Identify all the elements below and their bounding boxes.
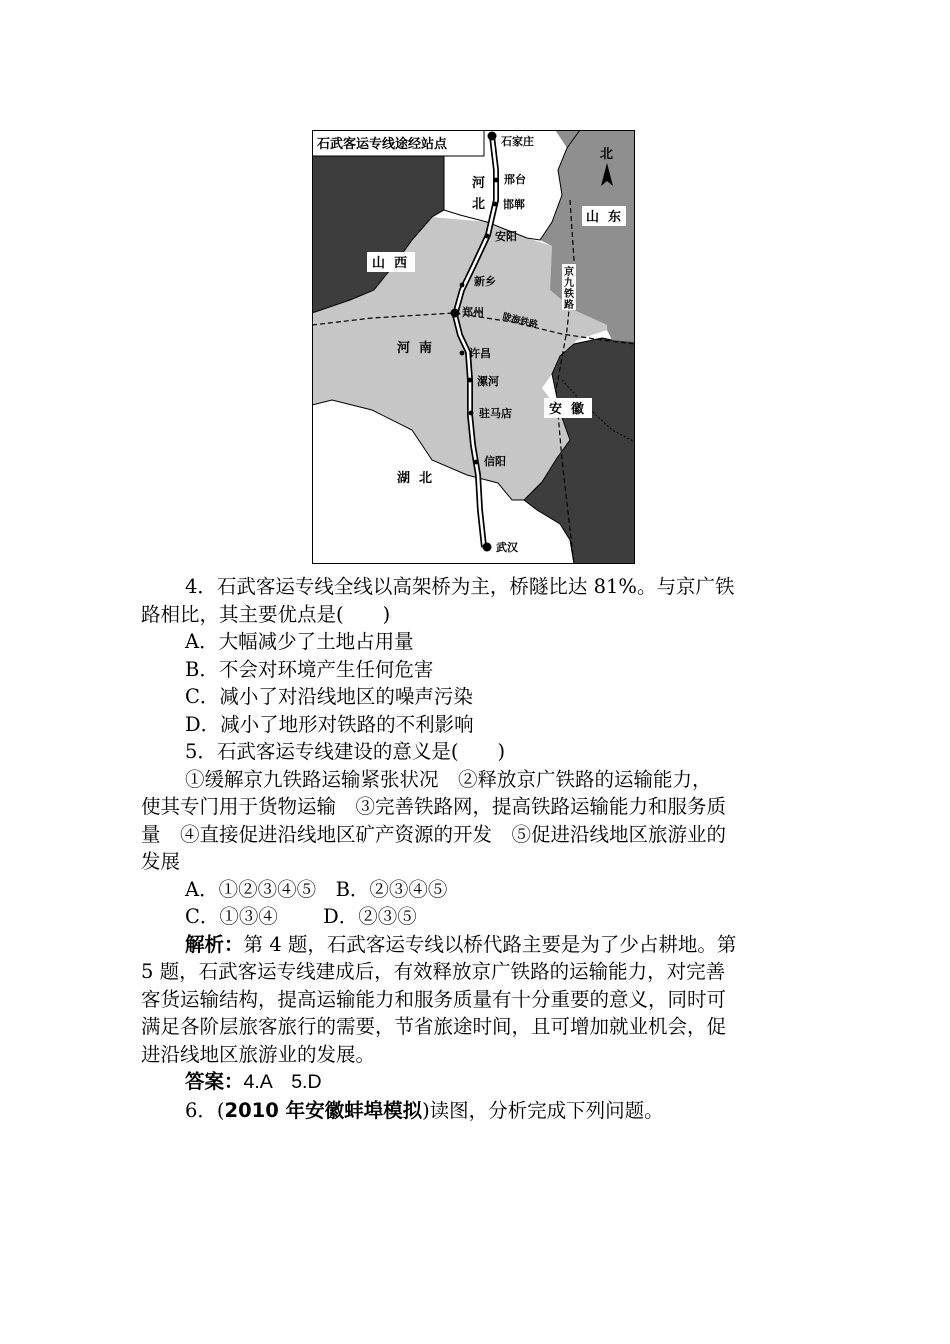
analysis-line4: 满足各阶层旅客旅行的需要，节省旅途时间，且可增加就业机会，促 — [141, 1015, 727, 1038]
q6-prefix: 6．( — [185, 1098, 225, 1122]
q4-stem-line2: 路相比，其主要优点是( ) — [141, 602, 391, 626]
q4-stem-line1: 4．石武客运专线全线以高架桥为主，桥隧比达 81%。与京广铁 — [185, 575, 735, 598]
q4-option-a: A．大幅减少了土地占用量 — [185, 630, 414, 653]
longhai-label: 陇海铁路 — [501, 312, 539, 331]
analysis-line5: 进沿线地区旅游业的发展。 — [141, 1042, 376, 1066]
label-hebei-1: 河 — [472, 176, 486, 191]
answer-label: 答案： — [185, 1070, 244, 1093]
label-anhui: 安 徽 — [549, 402, 585, 417]
station-label-xingtai: 邢台 — [504, 173, 526, 186]
q4-option-d: D．减小了地形对铁路的不利影响 — [185, 712, 474, 736]
q5-stem: 5．石武客运专线建设的意义是( ) — [185, 740, 506, 763]
label-hubei: 湖 北 — [397, 471, 433, 486]
map-svg — [312, 130, 635, 564]
station-label-shijiazhuang: 石家庄 — [501, 135, 534, 148]
station-dot-shijiazhuang — [488, 132, 497, 141]
q5-items-line3: 量 ④直接促进沿线地区矿产资源的开发 ⑤促进沿线地区旅游业的 — [141, 822, 727, 846]
q6-suffix: )读图，分析完成下列问题。 — [422, 1098, 664, 1122]
analysis-line3: 客货运输结构，提高运输能力和服务质量有十分重要的意义，同时可 — [141, 987, 727, 1011]
q5-items-line1: ①缓解京九铁路运输紧张状况 ②释放京广铁路的运输能力， — [185, 767, 712, 791]
analysis-line2: 5 题，石武客运专线建成后，有效释放京广铁路的运输能力，对完善 — [141, 960, 726, 983]
station-dot-zhengzhou — [451, 309, 460, 318]
railway-map — [312, 130, 635, 564]
label-hebei-2: 北 — [472, 197, 486, 212]
station-label-xinxiang: 新乡 — [474, 275, 496, 288]
station-label-xuchang: 许昌 — [469, 347, 491, 360]
analysis-text1: 第 4 题，石武客运专线以桥代路主要是为了少占耕地。第 — [243, 932, 737, 956]
q5-options-line2: C．①③④ D．②③⑤ — [185, 905, 417, 928]
jingjiu-label-2: 九 — [564, 278, 574, 289]
q6-source: 2010 年安徽蚌埠模拟 — [224, 1098, 423, 1122]
station-label-xinyang: 信阳 — [484, 455, 506, 468]
q4-option-b: B．不会对环境产生任何危害 — [185, 657, 434, 681]
q5-items-line2: 使其专门用于货物运输 ③完善铁路网，提高铁路运输能力和服务质 — [141, 795, 727, 818]
north-label: 北 — [600, 147, 614, 162]
q5-items-line4: 发展 — [141, 850, 181, 873]
jingjiu-label-3: 铁 — [564, 289, 574, 300]
label-henan: 河 南 — [397, 341, 433, 356]
map-title: 石武客运专线途经站点 — [317, 137, 448, 152]
q6-stem — [141, 1097, 813, 1125]
analysis-line1 — [141, 931, 813, 959]
station-label-handan: 邯郸 — [503, 198, 525, 211]
station-label-anyang: 安阳 — [495, 230, 517, 243]
q5-options-line1: A．①②③④⑤ B．②③④⑤ — [185, 877, 448, 901]
answer-value: 4.A 5.D — [243, 1071, 322, 1093]
label-shandong: 山 东 — [586, 210, 622, 225]
jingjiu-label-1: 京 — [564, 267, 574, 278]
station-label-luohe: 漯河 — [477, 375, 499, 388]
answer-line — [141, 1068, 813, 1097]
analysis-label: 解析： — [185, 932, 244, 956]
q4-option-c: C．减小了对沿线地区的噪声污染 — [185, 685, 473, 708]
station-dot-wuhan — [483, 543, 492, 552]
station-label-wuhan: 武汉 — [496, 541, 518, 554]
station-label-zhengzhou: 郑州 — [462, 306, 484, 319]
jingjiu-label-4: 路 — [564, 300, 574, 311]
station-label-zhumadian: 驻马店 — [479, 407, 512, 420]
label-shanxi: 山 西 — [372, 256, 408, 271]
question-text — [141, 573, 813, 1124]
